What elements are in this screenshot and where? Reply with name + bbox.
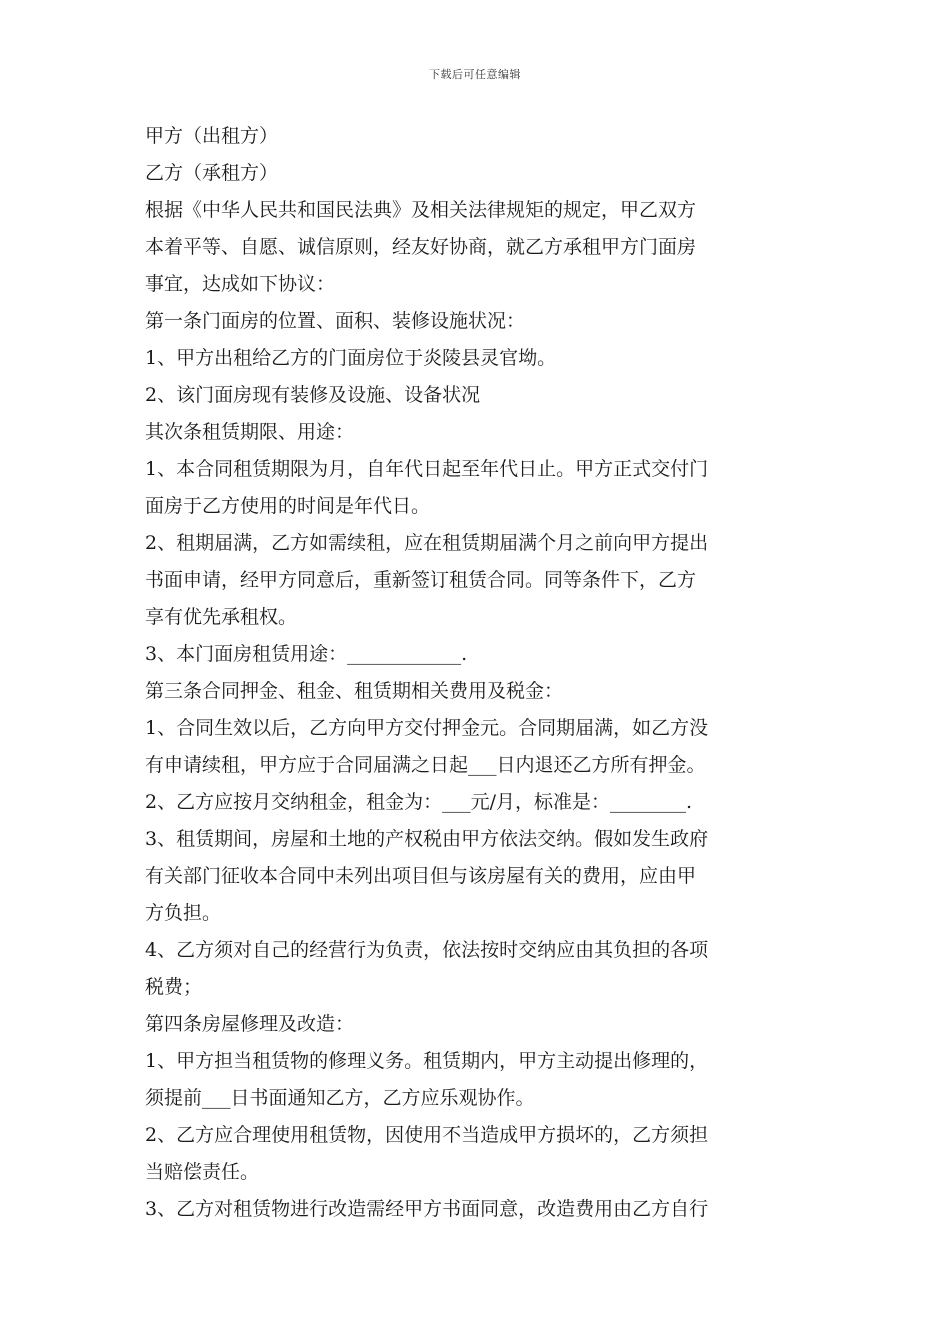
- document-line: 当赔偿责任。: [145, 1161, 260, 1183]
- document-line: 有申请续租，甲方应于合同届满之日起___日内退还乙方所有押金。: [145, 754, 706, 776]
- document-line: 1、合同生效以后，乙方向甲方交付押金元。合同期届满，如乙方没: [145, 717, 709, 739]
- document-line: 方负担。: [145, 902, 222, 924]
- section-heading: 第三条合同押金、租金、租赁期相关费用及税金：: [145, 680, 564, 702]
- document-line: 乙方（承租方）: [145, 162, 279, 184]
- document-line: 1、甲方出租给乙方的门面房位于炎陵县灵官坳。: [145, 347, 557, 369]
- document-line: 2、乙方应合理使用租赁物，因使用不当造成甲方损坏的，乙方须担: [145, 1124, 709, 1146]
- document-line: 3、乙方对租赁物进行改造需经甲方书面同意，改造费用由乙方自行: [145, 1198, 709, 1220]
- document-line: 有关部门征收本合同中未列出项目但与该房屋有关的费用，应由甲: [145, 865, 697, 887]
- document-line: 2、该门面房现有装修及设施、设备状况: [145, 384, 481, 406]
- document-line: 根据《中华人民共和国民法典》及相关法律规矩的规定，甲乙双方: [145, 199, 697, 221]
- document-line: 甲方（出租方）: [145, 125, 279, 147]
- document-body: [145, 118, 810, 1228]
- document-line: 2、租期届满，乙方如需续租，应在租赁期届满个月之前向甲方提出: [145, 532, 709, 554]
- document-line: 3、本门面房租赁用途：____________.: [145, 643, 468, 665]
- document-line: 2、乙方应按月交纳租金，租金为：___元/月，标准是：________.: [145, 791, 693, 813]
- document-line: 3、租赁期间，房屋和土地的产权税由甲方依法交纳。假如发生政府: [145, 828, 709, 850]
- document-line: 享有优先承租权。: [145, 606, 298, 628]
- document-line: 面房于乙方使用的时间是年代日。: [145, 495, 431, 517]
- section-heading: 第四条房屋修理及改造：: [145, 1013, 355, 1035]
- page-header: 下载后可任意编辑: [429, 68, 521, 81]
- document-line: 事宜，达成如下协议：: [145, 273, 336, 295]
- document-line: 须提前___日书面通知乙方，乙方应乐观协作。: [145, 1087, 535, 1109]
- document-line: 4、乙方须对自己的经营行为负责，依法按时交纳应由其负担的各项: [145, 939, 709, 961]
- document-line: 书面申请，经甲方同意后，重新签订租赁合同。同等条件下，乙方: [145, 569, 697, 591]
- section-heading: 第一条门面房的位置、面积、装修设施状况：: [145, 310, 526, 332]
- document-line: 1、甲方担当租赁物的修理义务。租赁期内，甲方主动提出修理的，: [145, 1050, 709, 1072]
- section-heading: 其次条租赁期限、用途：: [145, 421, 355, 443]
- document-line: 本着平等、自愿、诚信原则，经友好协商，就乙方承租甲方门面房: [145, 236, 697, 258]
- document-line: 税费；: [145, 976, 203, 998]
- document-line: 1、本合同租赁期限为月，自年代日起至年代日止。甲方正式交付门: [145, 458, 709, 480]
